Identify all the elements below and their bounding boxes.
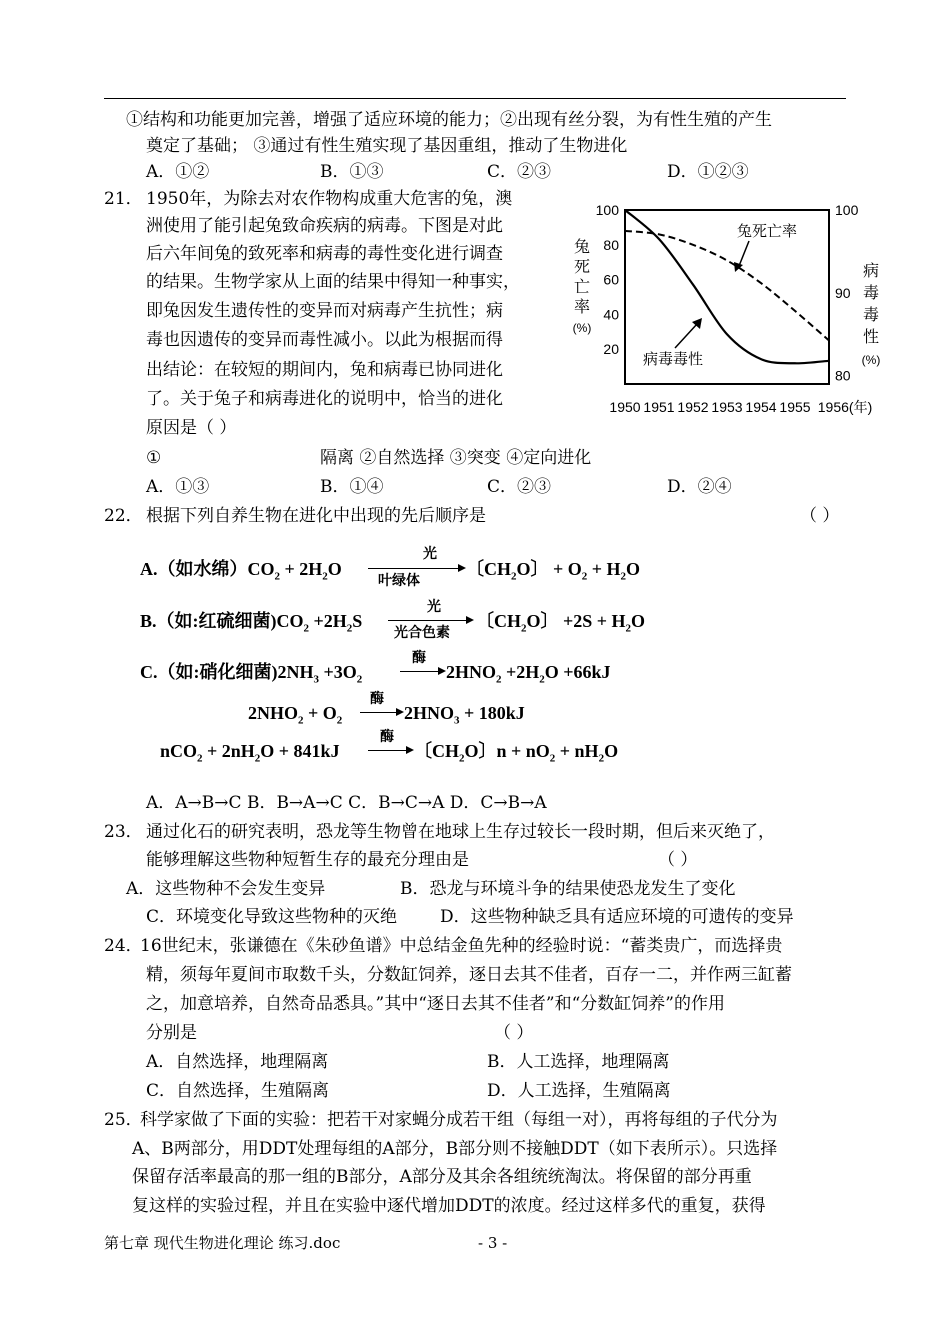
left-tick-label: 20 — [603, 341, 619, 358]
annotation-virulence: 病毒毒性 — [643, 351, 704, 368]
equation-c2-condition: 酶 — [370, 691, 384, 707]
q23-option-b: B．恐龙与环境斗争的结果使恐龙发生了变化 — [400, 879, 736, 899]
x-tick-label: 1953 — [711, 399, 743, 415]
q24-line4: 分别是 — [146, 1023, 197, 1043]
q24-option-c: C．自然选择，生殖隔离 — [146, 1081, 330, 1101]
q22-paren: （ ） — [800, 506, 840, 526]
equation-c3-left: $nCO_2 + 2nH_2O + 841kJ$ — [160, 741, 340, 765]
equation-c3-condition: 酶 — [380, 729, 394, 745]
q22-text: 根据下列自养生物在进化中出现的先后顺序是 — [146, 506, 486, 526]
q21-line: 原因是（ ） — [146, 418, 237, 438]
equation-b-left: B.（如:红硫细菌)$CO_2 +2H_2S$ — [140, 611, 363, 635]
q22-options: A．A→B→C B．B→A→C C．B→C→A D．C→B→A — [146, 793, 547, 813]
q24-number: 24． — [104, 936, 143, 956]
right-axis-label-char: (%) — [861, 353, 881, 367]
equation-b-arrow — [388, 620, 472, 621]
q24-option-a: A．自然选择，地理隔离 — [146, 1052, 329, 1072]
right-axis-label-char: 毒 — [862, 307, 880, 324]
q24-line3: 之，加意培养，自然奇品悉具。”其中“逐日去其不佳者”和“分数缸饲养”的作用 — [146, 994, 725, 1014]
right-axis-label-char: 毒 — [862, 285, 880, 302]
q21-line: 1950年，为除去对农作物构成重大危害的兔，澳 — [146, 189, 513, 209]
equation-b-condition-bottom: 光合色素 — [394, 625, 450, 641]
q21-line: 毒也因遗传的变异而毒性减小。以此为根据而得 — [146, 330, 503, 350]
q23-option-c: C．环境变化导致这些物种的灭绝 — [146, 907, 398, 927]
equation-c1-arrow — [400, 671, 444, 672]
equation-a-left: A.（如水绵）$CO_2 + 2H_2O$ — [140, 559, 342, 583]
q24-line1: 16世纪末，张谦德在《朱砂鱼谱》中总结金鱼先种的经验时说：“蓄类贵广，而选择贵 — [140, 936, 783, 956]
equation-a-right: 〔$CH_2O$〕 + $O_2 + H_2O$ — [466, 559, 641, 583]
equation-c1-right: $2HNO_2 +2H_2O +66kJ$ — [446, 662, 611, 686]
x-tick-label: 1956(年) — [817, 399, 873, 415]
q23-paren: （ ） — [658, 850, 698, 870]
q21-line: 洲使用了能引起兔致命疾病的病毒。下图是对此 — [146, 216, 503, 236]
q21-line: 出结论：在较短的期间内，兔和病毒已协同进化 — [146, 360, 503, 380]
equation-c2-right: $2HNO_3 + 180kJ$ — [404, 703, 525, 727]
right-tick-label: 100 — [835, 202, 859, 218]
footer-page-number: - 3 - — [478, 1234, 508, 1252]
annotation-death-arrow — [739, 241, 749, 266]
left-tick-label: 100 — [595, 202, 619, 218]
q25-number: 25． — [104, 1110, 143, 1130]
series-virus-virulence — [625, 210, 829, 363]
q21-choices: 隔离 ②自然选择 ③突变 ④定向进化 — [320, 448, 592, 468]
q21-choice-1: ① — [146, 448, 162, 468]
q20-statement-line1: ①结构和功能更加完善，增强了适应环境的能力；②出现有丝分裂，为有性生殖的产生 — [126, 110, 772, 130]
q21-option-b: B．①④ — [320, 477, 384, 497]
q21-option-c: C．②③ — [487, 477, 552, 497]
left-axis-label-char: (%) — [572, 321, 592, 335]
x-tick-label: 1952 — [677, 399, 709, 415]
q21-line: 的结果。生物学家从上面的结果中得知一种事实， — [146, 272, 520, 292]
q21-line: 即兔因发生遗传性的变异而对病毒产生抗性；病 — [146, 301, 503, 321]
q20-statement-line2: 奠定了基础； ③通过有性生殖实现了基因重组，推动了生物进化 — [146, 136, 628, 156]
q23-option-d: D．这些物种缺乏具有适应环境的可遗传的变异 — [440, 907, 794, 927]
q25-line1: 科学家做了下面的实验：把若干对家蝇分成若干组（每组一对），再将每组的子代分为 — [140, 1110, 778, 1130]
right-axis-label-char: 性 — [862, 329, 880, 346]
x-tick-label: 1950 — [609, 399, 641, 415]
q20-option-d: D．①②③ — [667, 162, 749, 182]
equation-c1-condition: 酶 — [412, 650, 426, 666]
q24-paren: （ ） — [494, 1023, 534, 1043]
q23-option-a: A．这些物种不会发生变异 — [126, 879, 326, 899]
q21-line: 了。关于兔子和病毒进化的说明中，恰当的进化 — [146, 389, 503, 409]
q23-number: 23． — [104, 822, 143, 842]
q23-line2: 能够理解这些物种短暂生存的最充分理由是 — [146, 850, 469, 870]
x-tick-label: 1954 — [745, 399, 777, 415]
header-rule — [104, 98, 846, 99]
equation-c2-arrow — [360, 712, 402, 713]
q21-option-a: A．①③ — [146, 477, 210, 497]
equation-c3-right: 〔$CH_2O$〕$n + nO_2 + nH_2O$ — [414, 741, 619, 765]
series-rabbit-death-rate — [625, 231, 829, 341]
left-axis-label-char: 率 — [573, 299, 591, 316]
q20-option-b: B．①③ — [320, 162, 384, 182]
rabbit-virus-chart — [565, 196, 905, 426]
q23-line1: 通过化石的研究表明，恐龙等生物曾在地球上生存过较长一段时期，但后来灭绝了， — [146, 822, 775, 842]
x-tick-label: 1951 — [643, 399, 675, 415]
footer-filename: 第七章 现代生物进化理论 练习.doc — [104, 1234, 341, 1252]
equation-c3-arrow — [368, 750, 412, 751]
equation-c2-left: $2NHO_2 + O_2$ — [248, 703, 343, 727]
equation-c1-left: C.（如:硝化细菌)$2NH_3 +3O_2$ — [140, 662, 363, 686]
left-axis-label-char: 兔 — [573, 239, 591, 256]
left-tick-label: 40 — [603, 306, 619, 323]
q24-line2: 精，须每年夏间市取数千头，分数缸饲养，逐日去其不佳者，百存一二，并作两三缸蓄 — [146, 965, 792, 985]
q20-option-a: A．①② — [146, 162, 210, 182]
q21-number: 21． — [104, 189, 143, 209]
left-tick-label: 60 — [603, 271, 619, 288]
q20-option-c: C．②③ — [487, 162, 552, 182]
right-axis-label-char: 病 — [862, 263, 880, 280]
left-axis-label-char: 死 — [573, 259, 591, 276]
q21-line: 后六年间兔的致死率和病毒的毒性变化进行调查 — [146, 244, 503, 264]
q25-line3: 保留存活率最高的那一组的B部分，A部分及其余各组统统淘汰。将保留的部分再重 — [132, 1167, 752, 1187]
equation-b-right: 〔$CH_2O$〕 $+2S + H_2O$ — [476, 611, 646, 635]
annotation-death-rate: 兔死亡率 — [737, 223, 798, 240]
equation-a-condition-bottom: 叶绿体 — [378, 573, 420, 589]
q24-option-b: B．人工选择，地理隔离 — [487, 1052, 670, 1072]
q25-line4: 复这样的实验过程，并且在实验中逐代增加DDT的浓度。经过这样多代的重复，获得 — [132, 1196, 766, 1216]
q24-option-d: D．人工选择，生殖隔离 — [487, 1081, 671, 1101]
q22-number: 22． — [104, 506, 143, 526]
equation-a-arrow — [368, 568, 464, 569]
left-axis-label-char: 亡 — [573, 279, 591, 296]
q25-line2: A、B两部分，用DDT处理每组的A部分，B部分则不接触DDT（如下表所示）。只选择 — [132, 1139, 778, 1159]
q21-option-d: D．②④ — [667, 477, 732, 497]
right-tick-label: 80 — [835, 367, 851, 384]
x-tick-label: 1955 — [779, 399, 811, 415]
annotation-virulence-arrow — [675, 324, 697, 348]
equation-a-condition-top: 光 — [423, 546, 437, 562]
left-tick-label: 80 — [603, 236, 619, 253]
right-tick-label: 90 — [835, 284, 851, 301]
equation-b-condition-top: 光 — [427, 599, 441, 615]
